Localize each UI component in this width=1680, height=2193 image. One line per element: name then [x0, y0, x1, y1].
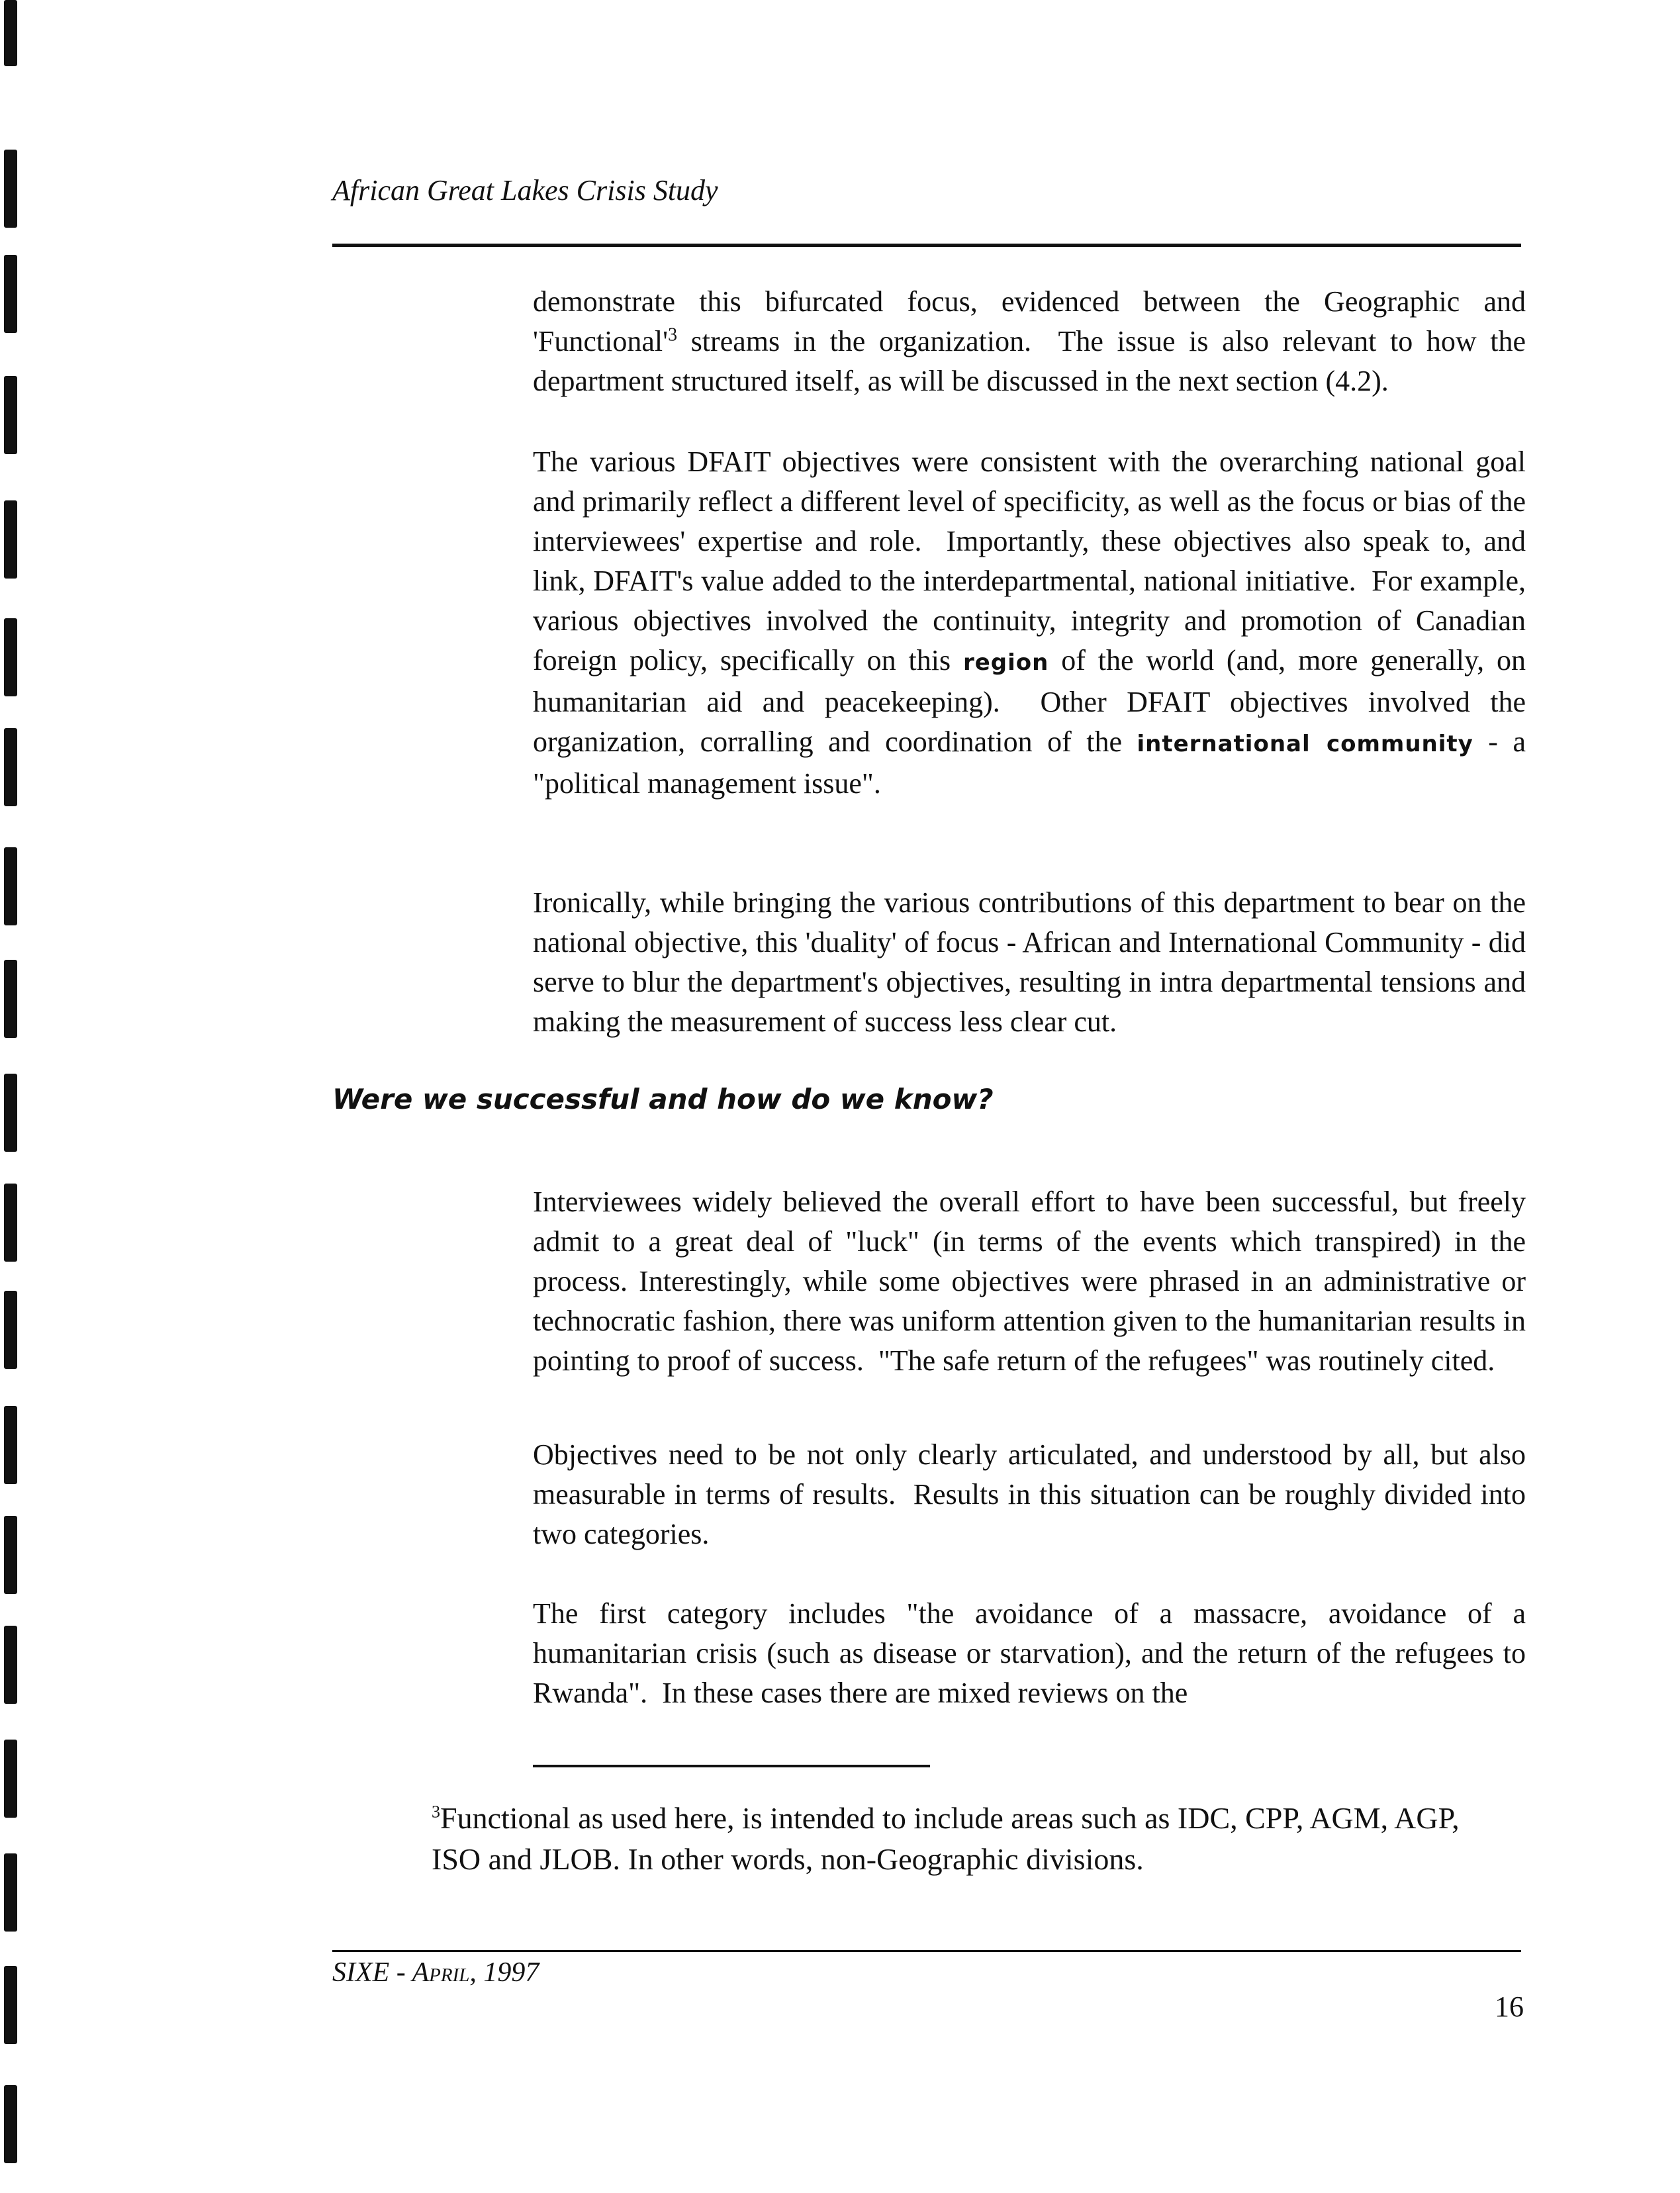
binding-mark [4, 376, 17, 454]
footer-rule [332, 1950, 1521, 1952]
paragraph-text: The various DFAIT objectives were consistent with the overarching national goal and primarily reflect a different level of specificity, as well as the focus or bias of the interviewees' expertise and role. Importantly, these objectives also speak to, and link, DFAIT's value added to the interdepartmental, national initiative. For example, various objectives involved the continuity, integrity and promotion of Canadian foreign policy, specifically on this [533, 445, 1533, 677]
binding-mark [4, 2085, 17, 2163]
paragraph-bifurcated-focus [533, 282, 1533, 401]
emphasis-region: region [962, 649, 1049, 676]
footer-date: SIXE - April, 1997 [332, 1957, 539, 1988]
footnote-rule [533, 1765, 930, 1767]
binding-mark [4, 500, 17, 579]
paragraph-text: Interviewees widely believed the overall effort to have been successful, but freely admit to a great deal of "luck" (in terms of the events which transpired) in the process. Interestingly, while some objectives were phrased in an administrative or technocratic fashion, there was uniform attention given to the humanitarian results in pointing to proof of success. "The safe return of the refugees" was routinely cited. [533, 1186, 1533, 1377]
binding-mark [4, 1740, 17, 1818]
binding-mark [4, 1966, 17, 2044]
running-header-title: African Great Lakes Crisis Study [332, 174, 718, 207]
paragraph-text: streams in the organization. The issue is also relevant to how the department structured itself, as will be discussed in the next section (4.2). [533, 325, 1533, 397]
binding-mark [4, 1853, 17, 1932]
binding-mark [4, 255, 17, 333]
binding-mark [4, 618, 17, 696]
paragraph-measurable [533, 1435, 1533, 1554]
binding-mark [4, 960, 17, 1038]
section-heading: Were we successful and how do we know? [332, 1083, 994, 1115]
paragraph-text: Objectives need to be not only clearly articulated, and understood by all, but also measurable in terms of results. Results in this situation can be roughly divided into two categories. [533, 1438, 1533, 1550]
footnote-text: Functional as used here, is intended to include areas such as IDC, CPP, AGM, AGP, ISO and JLOB. In other words, non-Geographic divisions. [432, 1801, 1460, 1876]
binding-mark [4, 1626, 17, 1704]
binding-mark [4, 847, 17, 925]
footnote-reference: 3 [668, 324, 678, 346]
binding-mark [4, 150, 17, 228]
paragraph-text: of the world (and, more generally, on humanitarian aid and peacekeeping). Other DFAIT objectives involved the organization, corralling and coordination of the [533, 644, 1533, 758]
paragraph-text: The first category includes "the avoidance of a massacre, avoidance of a humanitarian crisis (such as disease or starvation), and the return of the refugees to Rwanda". In these cases there are mixed reviews on the [533, 1597, 1533, 1709]
header-rule [332, 244, 1521, 247]
paragraph-text: Ironically, while bringing the various contributions of this department to bear on the national objective, this 'duality' of focus - African and International Community - did serve to blur the department's objectives, resulting in intra departmental tensions and making the measurement of success less clear cut. [533, 886, 1533, 1038]
emphasis-international-community: international community [1137, 731, 1473, 757]
paragraph-text: demonstrate this bifurcated focus, evidenced between the Geographic and 'Functional' [533, 285, 1533, 357]
page-number: 16 [1495, 1990, 1524, 2023]
footnote [432, 1798, 1491, 1880]
binding-mark [4, 1516, 17, 1594]
binding-mark [4, 1291, 17, 1369]
binding-mark [4, 1406, 17, 1484]
binding-mark [4, 728, 17, 806]
paragraph-text: - a "political management issue". [533, 725, 1533, 800]
paragraph-dfait-objectives [533, 442, 1533, 804]
paragraph-duality [533, 883, 1533, 1042]
binding-mark [4, 1184, 17, 1262]
paragraph-interviewees [533, 1182, 1533, 1381]
footnote-marker: 3 [432, 1802, 440, 1822]
paragraph-first-category [533, 1594, 1533, 1713]
binding-mark [4, 0, 17, 66]
binding-mark [4, 1074, 17, 1152]
